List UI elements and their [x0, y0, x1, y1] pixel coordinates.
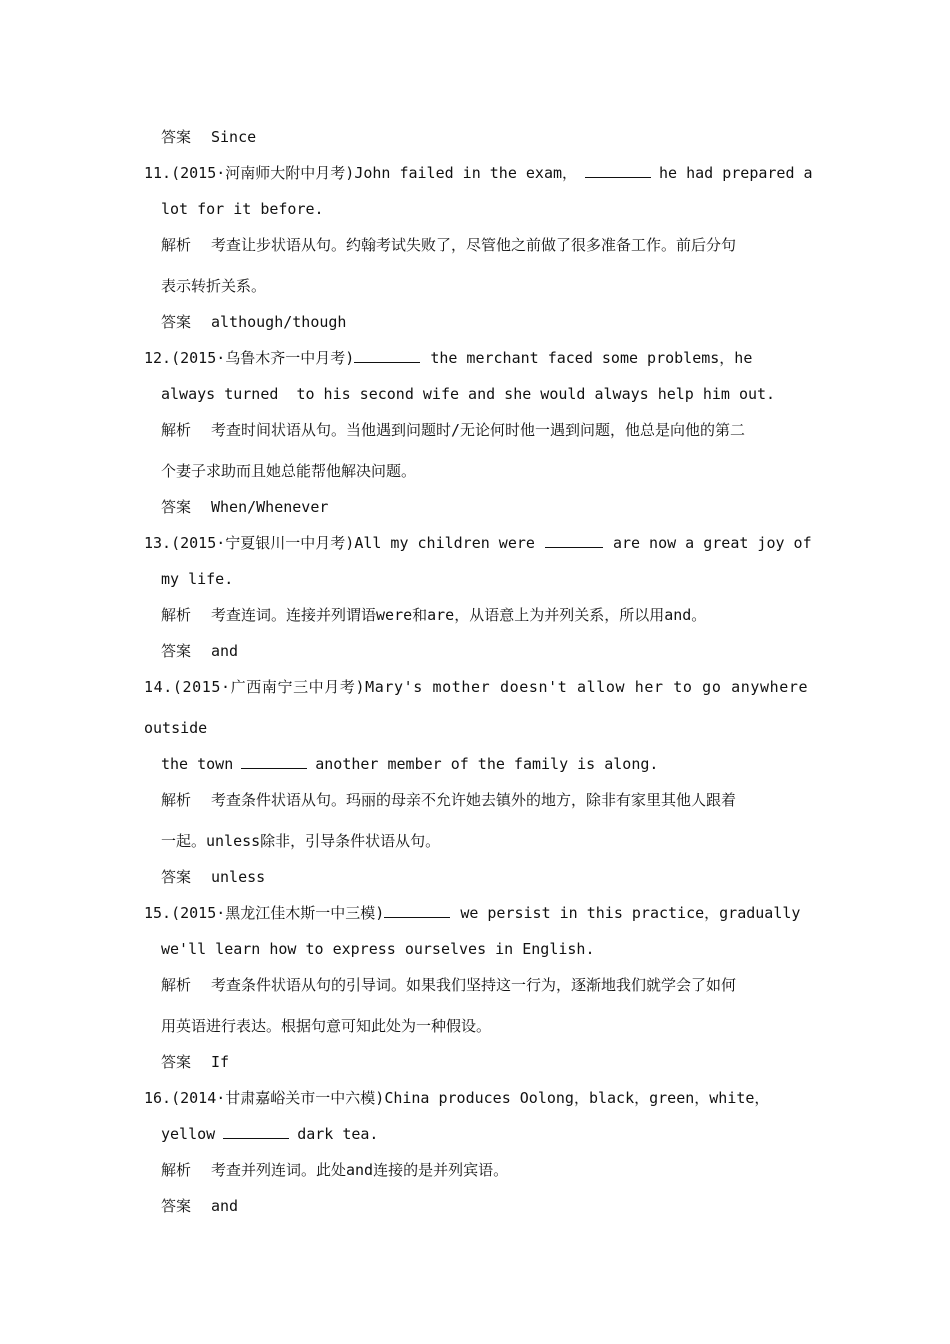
analysis-text: 考查并列连词。此处and连接的是并列宾语。: [211, 1161, 509, 1179]
question-number: 13.(2015·宁夏银川一中月考): [144, 534, 355, 552]
question-text-line: we'll learn how to express ourselves in English.: [161, 940, 595, 958]
answer-line: [161, 1196, 238, 1216]
answer-value: When/Whenever: [211, 498, 329, 516]
analysis-label: 解析: [161, 236, 192, 254]
answer-blank: [354, 350, 420, 363]
analysis-label: 解析: [161, 976, 192, 994]
question-text-line: [161, 754, 658, 774]
analysis-line: [161, 975, 736, 995]
question-16: [144, 1088, 769, 1108]
answer-line: [161, 127, 256, 147]
question-text: we persist in this practice，gradually: [460, 904, 801, 922]
question-text: John failed in the exam，: [354, 164, 578, 182]
answer-value: and: [211, 642, 239, 660]
answer-blank: [585, 165, 651, 178]
question-11: [144, 163, 813, 183]
answer-value: Since: [211, 128, 257, 146]
answer-line: [161, 1052, 229, 1072]
question-number: 16.(2014·甘肃嘉峪关市一中六模): [144, 1089, 385, 1107]
answer-line: [161, 641, 238, 661]
analysis-line: [161, 420, 745, 440]
question-text: the town: [161, 755, 234, 773]
question-number: 15.(2015·黑龙江佳木斯一中三模): [144, 904, 385, 922]
analysis-label: 解析: [161, 421, 192, 439]
answer-line: [161, 312, 346, 332]
question-text-line: always turned to his second wife and she would always help him out.: [161, 385, 776, 403]
analysis-continued: 个妻子求助而且她总能帮他解决问题。: [161, 462, 417, 480]
answer-value: If: [211, 1053, 230, 1071]
answer-line: [161, 867, 265, 887]
analysis-text: 考查条件状语从句。玛丽的母亲不允许她去镇外的地方，除非有家里其他人跟着: [211, 791, 737, 809]
analysis-continued: 一起。unless除非，引导条件状语从句。: [161, 832, 441, 850]
answer-blank: [223, 1126, 289, 1139]
question-13: [144, 533, 812, 553]
question-text: dark tea.: [297, 1125, 379, 1143]
question-text: yellow: [161, 1125, 216, 1143]
question-14: [144, 677, 808, 697]
question-text-line: outside: [144, 719, 208, 737]
answer-label: 答案: [161, 1197, 192, 1215]
question-text: he had prepared a: [659, 164, 813, 182]
answer-label: 答案: [161, 128, 192, 146]
question-number: 11.(2015·河南师大附中月考): [144, 164, 355, 182]
analysis-line: [161, 1160, 508, 1180]
answer-label: 答案: [161, 313, 192, 331]
analysis-text: 考查条件状语从句的引导词。如果我们坚持这一行为，逐渐地我们就学会了如何: [211, 976, 737, 994]
analysis-label: 解析: [161, 606, 192, 624]
analysis-line: [161, 790, 736, 810]
question-text: the merchant faced some problems，he: [430, 349, 753, 367]
answer-blank: [384, 905, 450, 918]
analysis-line: [161, 235, 736, 255]
analysis-continued: 表示转折关系。: [161, 277, 267, 295]
answer-label: 答案: [161, 642, 192, 660]
answer-value: unless: [211, 868, 266, 886]
answer-label: 答案: [161, 498, 192, 516]
answer-label: 答案: [161, 1053, 192, 1071]
analysis-text: 考查连词。连接并列谓语were和are，从语意上为并列关系，所以用and。: [211, 606, 707, 624]
answer-label: 答案: [161, 868, 192, 886]
analysis-line: [161, 605, 706, 625]
question-text: China produces Oolong，black，green，white，: [384, 1089, 770, 1107]
analysis-continued: 用英语进行表达。根据句意可知此处为一种假设。: [161, 1017, 492, 1035]
question-text-line: [161, 1124, 378, 1144]
question-text-line: my life.: [161, 570, 234, 588]
analysis-text: 考查时间状语从句。当他遇到问题时/无论何时他一遇到问题，他总是向他的第二: [211, 421, 746, 439]
question-text: another member of the family is along.: [315, 755, 659, 773]
analysis-text: 考查让步状语从句。约翰考试失败了，尽管他之前做了很多准备工作。前后分句: [211, 236, 737, 254]
answer-value: and: [211, 1197, 239, 1215]
question-number: 12.(2015·乌鲁木齐一中月考): [144, 349, 355, 367]
question-15: [144, 903, 800, 923]
question-number: 14.(2015·广西南宁三中月考): [144, 678, 366, 696]
answer-blank: [545, 535, 603, 548]
answer-value: although/though: [211, 313, 347, 331]
question-text: are now a great joy of: [612, 534, 812, 552]
answer-blank: [241, 756, 307, 769]
analysis-label: 解析: [161, 1161, 192, 1179]
question-text-line: lot for it before.: [161, 200, 324, 218]
question-12: [144, 348, 752, 368]
answer-line: [161, 497, 328, 517]
analysis-label: 解析: [161, 791, 192, 809]
question-text: Mary's mother doesn't allow her to go anywhere: [365, 678, 809, 696]
question-text: All my children were: [354, 534, 535, 552]
